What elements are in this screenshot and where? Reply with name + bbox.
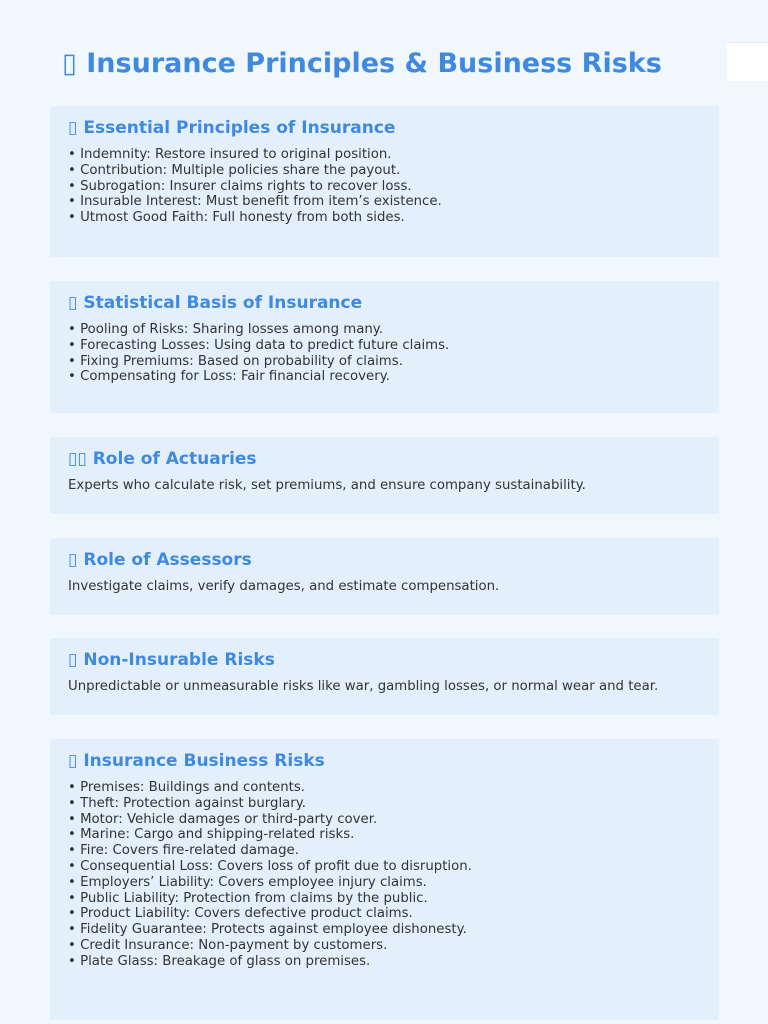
list-item: • Fire: Covers fire-related damage. — [68, 843, 472, 859]
list-item: • Forecasting Losses: Using data to predict future claims. — [68, 338, 449, 354]
section-description: Experts who calculate risk, set premiums, and ensure company sustainability. — [68, 478, 586, 493]
section-title-text: Statistical Basis of Insurance — [83, 293, 363, 313]
page-title — [62, 44, 662, 84]
section-essential-principles — [50, 106, 719, 257]
missing-glyph-icon: ▯ — [68, 751, 78, 771]
list-item: • Pooling of Risks: Sharing losses among many. — [68, 322, 449, 338]
list-item: • Public Liability: Protection from claims by the public. — [68, 891, 472, 907]
missing-glyph-icon: ▯ — [62, 48, 77, 79]
section-title — [68, 649, 275, 671]
list-item: • Consequential Loss: Covers loss of profit due to disruption. — [68, 859, 472, 875]
section-business-risks — [50, 739, 719, 1020]
section-role-of-assessors — [50, 538, 719, 615]
section-title-text: Non-Insurable Risks — [83, 650, 275, 670]
section-statistical-basis — [50, 281, 719, 413]
section-description: Unpredictable or unmeasurable risks like war, gambling losses, or normal wear and tear. — [68, 679, 659, 694]
list-item: • Theft: Protection against burglary. — [68, 796, 472, 812]
section-description: Investigate claims, verify damages, and estimate compensation. — [68, 579, 500, 594]
list-item: • Subrogation: Insurer claims rights to recover loss. — [68, 179, 442, 195]
missing-glyph-icon: ▯ — [68, 550, 78, 570]
list-item: • Compensating for Loss: Fair financial recovery. — [68, 369, 449, 385]
corner-panel — [727, 42, 768, 81]
missing-glyph-icon: ▯ — [68, 118, 78, 138]
page-title-text: Insurance Principles & Business Risks — [86, 48, 662, 79]
section-title — [68, 292, 362, 314]
section-title-text: Essential Principles of Insurance — [83, 118, 396, 138]
section-title-text: Insurance Business Risks — [83, 751, 325, 771]
section-title-text: Role of Assessors — [83, 550, 252, 570]
list-item: • Indemnity: Restore insured to original position. — [68, 147, 442, 163]
list-item: • Credit Insurance: Non-payment by customers. — [68, 938, 472, 954]
list-item: • Contribution: Multiple policies share the payout. — [68, 163, 442, 179]
list-item: • Fixing Premiums: Based on probability of claims. — [68, 354, 449, 370]
list-item: • Premises: Buildings and contents. — [68, 780, 472, 796]
section-title — [68, 448, 257, 470]
missing-glyph-icon: ▯▯ — [68, 449, 87, 469]
list-item: • Product Liability: Covers defective product claims. — [68, 906, 472, 922]
section-role-of-actuaries — [50, 437, 719, 514]
missing-glyph-icon: ▯ — [68, 650, 78, 670]
section-title-text: Role of Actuaries — [92, 449, 257, 469]
section-title — [68, 549, 252, 571]
list-item: • Insurable Interest: Must benefit from item’s existence. — [68, 194, 442, 210]
list-item: • Utmost Good Faith: Full honesty from both sides. — [68, 210, 442, 226]
list-item: • Motor: Vehicle damages or third-party cover. — [68, 812, 472, 828]
statistical-list — [68, 322, 449, 385]
principles-list — [68, 147, 442, 226]
list-item: • Fidelity Guarantee: Protects against employee dishonesty. — [68, 922, 472, 938]
section-title — [68, 750, 325, 772]
list-item: • Plate Glass: Breakage of glass on premises. — [68, 954, 472, 970]
missing-glyph-icon: ▯ — [68, 293, 78, 313]
list-item: • Marine: Cargo and shipping-related risks. — [68, 827, 472, 843]
section-non-insurable-risks — [50, 638, 719, 715]
business-risks-list — [68, 780, 472, 970]
section-title — [68, 117, 395, 139]
list-item: • Employers’ Liability: Covers employee injury claims. — [68, 875, 472, 891]
